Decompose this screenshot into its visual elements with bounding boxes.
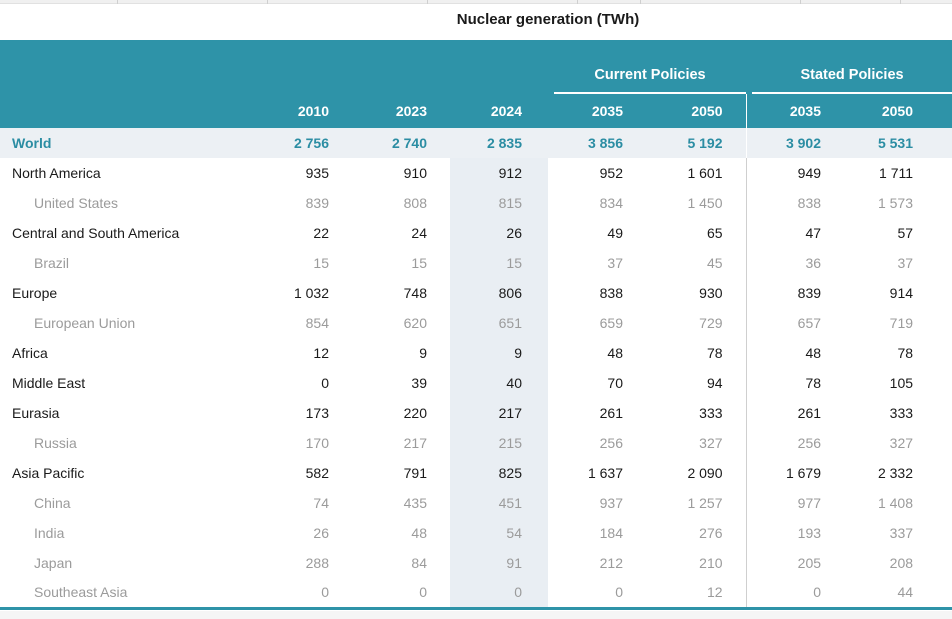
cell-value: 215 (450, 428, 548, 458)
table-row-russia (0, 428, 952, 458)
cell-value: 65 (706, 225, 723, 241)
table-row-asia-pacific (0, 458, 952, 488)
cell-value: 838 (746, 188, 844, 218)
cell-value: 333 (889, 405, 914, 421)
table-row-india (0, 518, 952, 548)
column-header-sp-2050: 2050 (844, 94, 952, 128)
table-body (0, 128, 952, 608)
cell-value: 815 (450, 188, 548, 218)
cell-value: 39 (411, 375, 427, 391)
cell-value: 1 032 (293, 285, 329, 301)
cell-value: 0 (352, 578, 450, 608)
cell-value: 582 (305, 465, 329, 481)
row-label: Asia Pacific (12, 465, 85, 481)
stated-policies-group-header (746, 40, 952, 94)
cell-value: 48 (607, 345, 623, 361)
current-policies-label: Current Policies (554, 67, 746, 94)
nuclear-generation-table (0, 40, 952, 610)
cell-value: 0 (746, 578, 844, 608)
cell-value: 94 (706, 375, 723, 391)
cell-value: 1 408 (877, 495, 914, 511)
top-edge-strip (0, 0, 952, 4)
cell-value: 935 (305, 165, 329, 181)
row-label: Japan (34, 555, 73, 571)
top-edge-tick (427, 0, 428, 4)
cell-value: 2 740 (352, 128, 450, 158)
cell-value: 210 (699, 555, 723, 571)
cell-value: 949 (746, 158, 844, 188)
cell-value: 1 637 (587, 465, 623, 481)
cell-value: 40 (450, 368, 548, 398)
cell-value: 15 (313, 255, 329, 271)
cell-value: 451 (450, 488, 548, 518)
cell-value: 217 (403, 435, 427, 451)
top-edge-tick (640, 0, 641, 4)
cell-value: 651 (450, 308, 548, 338)
cell-value: 256 (746, 428, 844, 458)
cell-value: 261 (599, 405, 623, 421)
cell-value: 620 (403, 315, 427, 331)
cell-value: 914 (889, 285, 914, 301)
row-label: North America (12, 165, 101, 181)
row-label: Central and South America (12, 225, 180, 241)
table-row-brazil (0, 248, 952, 278)
cell-value: 2 332 (877, 465, 914, 481)
table-row-north-america (0, 158, 952, 188)
cell-value: 977 (746, 488, 844, 518)
cell-value: 26 (450, 218, 548, 248)
cell-value: 54 (450, 518, 548, 548)
cell-value: 15 (411, 255, 427, 271)
cell-value: 0 (254, 578, 352, 608)
cell-value: 1 711 (879, 165, 914, 181)
cell-value: 748 (403, 285, 427, 301)
cell-value: 37 (897, 255, 914, 271)
cell-value: 1 257 (687, 495, 723, 511)
cell-value: 36 (746, 248, 844, 278)
cell-value: 435 (403, 495, 427, 511)
cell-value: 806 (450, 278, 548, 308)
cell-value: 910 (403, 165, 427, 181)
cell-value: 838 (599, 285, 623, 301)
cell-value: 45 (706, 255, 723, 271)
column-header-cp-2050: 2050 (646, 94, 746, 128)
cell-value: 84 (411, 555, 427, 571)
row-label: Middle East (12, 375, 86, 391)
table-row-united-states (0, 188, 952, 218)
row-label: China (34, 495, 71, 511)
cell-value: 91 (450, 548, 548, 578)
cell-value: 256 (599, 435, 623, 451)
column-header-2010: 2010 (254, 94, 352, 128)
cell-value: 2 090 (687, 465, 723, 481)
current-policies-group-header (548, 40, 746, 94)
cell-value: 48 (746, 338, 844, 368)
cell-value: 105 (889, 375, 914, 391)
table-row-world (0, 128, 952, 158)
table-row-central-and-south-america (0, 218, 952, 248)
year-header-row (0, 94, 952, 128)
top-edge-tick (117, 0, 118, 4)
row-label: Eurasia (12, 405, 60, 421)
policy-group-header-row (0, 40, 952, 94)
cell-value: 729 (699, 315, 723, 331)
cell-value: 78 (897, 345, 914, 361)
table-row-eurasia (0, 398, 952, 428)
cell-value: 337 (889, 525, 914, 541)
bottom-margin (0, 611, 952, 619)
cell-value: 9 (419, 345, 427, 361)
table-row-southeast-asia (0, 578, 952, 608)
cell-value: 288 (305, 555, 329, 571)
cell-value: 57 (897, 225, 914, 241)
table-row-africa (0, 338, 952, 368)
cell-value: 854 (305, 315, 329, 331)
cell-value: 276 (699, 525, 723, 541)
cell-value: 952 (599, 165, 623, 181)
cell-value: 912 (450, 158, 548, 188)
cell-value: 3 902 (746, 128, 844, 158)
cell-value: 0 (321, 375, 329, 391)
cell-value: 208 (889, 555, 914, 571)
cell-value: 657 (746, 308, 844, 338)
row-label: Africa (12, 345, 48, 361)
cell-value: 26 (313, 525, 329, 541)
cell-value: 24 (411, 225, 427, 241)
cell-value: 0 (450, 578, 548, 608)
cell-value: 1 601 (687, 165, 723, 181)
table-row-middle-east (0, 368, 952, 398)
table-row-japan (0, 548, 952, 578)
cell-value: 193 (746, 518, 844, 548)
stated-policies-label: Stated Policies (752, 67, 952, 94)
cell-value: 49 (607, 225, 623, 241)
cell-value: 220 (403, 405, 427, 421)
cell-value: 825 (450, 458, 548, 488)
cell-value: 184 (599, 525, 623, 541)
cell-value: 834 (599, 195, 623, 211)
top-edge-tick (900, 0, 901, 4)
top-edge-tick (800, 0, 801, 4)
cell-value: 839 (305, 195, 329, 211)
cell-value: 47 (746, 218, 844, 248)
row-label: Russia (34, 435, 77, 451)
cell-value: 791 (403, 465, 427, 481)
cell-value: 659 (599, 315, 623, 331)
top-edge-tick (267, 0, 268, 4)
cell-value: 1 573 (877, 195, 914, 211)
cell-value: 48 (411, 525, 427, 541)
cell-value: 212 (599, 555, 623, 571)
row-label: United States (34, 195, 119, 211)
row-label: European Union (34, 315, 136, 331)
cell-value: 37 (607, 255, 623, 271)
row-label: India (34, 525, 65, 541)
cell-value: 808 (403, 195, 427, 211)
cell-value: 44 (844, 578, 952, 608)
row-label: World (0, 128, 254, 158)
cell-value: 3 856 (548, 128, 646, 158)
row-label: Southeast Asia (0, 578, 254, 608)
cell-value: 12 (646, 578, 746, 608)
cell-value: 70 (607, 375, 623, 391)
cell-value: 937 (599, 495, 623, 511)
cell-value: 22 (313, 225, 329, 241)
cell-value: 12 (313, 345, 329, 361)
cell-value: 839 (746, 278, 844, 308)
table-row-european-union (0, 308, 952, 338)
row-label: Europe (12, 285, 58, 301)
cell-value: 261 (746, 398, 844, 428)
cell-value: 170 (305, 435, 329, 451)
cell-value: 1 679 (746, 458, 844, 488)
cell-value: 74 (313, 495, 329, 511)
cell-value: 78 (746, 368, 844, 398)
cell-value: 217 (450, 398, 548, 428)
column-header-cp-2035: 2035 (548, 94, 646, 128)
row-label: Brazil (34, 255, 70, 271)
cell-value: 719 (889, 315, 914, 331)
cell-value: 78 (706, 345, 723, 361)
cell-value: 0 (548, 578, 646, 608)
cell-value: 1 450 (687, 195, 723, 211)
column-header-2024: 2024 (450, 94, 548, 128)
column-header-2023: 2023 (352, 94, 450, 128)
cell-value: 2 756 (254, 128, 352, 158)
cell-value: 173 (305, 405, 329, 421)
cell-value: 205 (746, 548, 844, 578)
header-spacer (0, 40, 548, 94)
label-column-header (0, 94, 254, 128)
cell-value: 5 531 (844, 128, 952, 158)
table-title: Nuclear generation (TWh) (456, 11, 640, 28)
table-row-europe (0, 278, 952, 308)
cell-value: 930 (699, 285, 723, 301)
cell-value: 5 192 (646, 128, 746, 158)
column-header-sp-2035: 2035 (746, 94, 844, 128)
cell-value: 333 (699, 405, 723, 421)
cell-value: 15 (450, 248, 548, 278)
cell-value: 9 (450, 338, 548, 368)
cell-value: 2 835 (450, 128, 548, 158)
top-edge-tick (577, 0, 578, 4)
cell-value: 327 (889, 435, 914, 451)
table-row-china (0, 488, 952, 518)
cell-value: 327 (699, 435, 723, 451)
